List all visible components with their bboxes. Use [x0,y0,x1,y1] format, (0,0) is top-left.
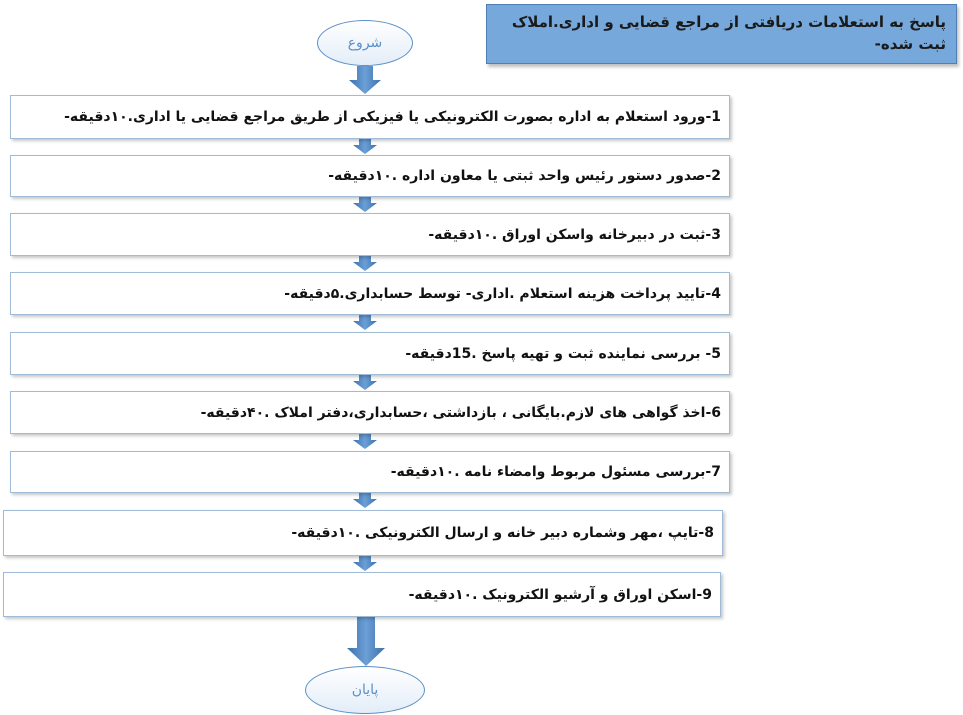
arrow-down-icon [353,197,377,212]
start-label: شروع [347,35,383,51]
step-box-9: 9-اسکن اوراق و آرشیو الکترونیک .۱۰دقیقه- [3,572,721,617]
start-terminal [317,20,413,66]
arrow-down-icon [349,66,381,94]
step-box-2: 2-صدور دستور رئیس واحد ثبتی یا معاون اداره .۱۰دقیقه- [10,155,730,197]
end-terminal [305,666,425,714]
step-box-3: 3-ثبت در دبیرخانه واسکن اوراق .۱۰دقیقه- [10,213,730,256]
diagram-title: پاسخ به استعلامات دریافتی از مراجع قضایی و اداری.املاک ثبت شده- [486,4,957,64]
arrow-down-icon [353,139,377,154]
end-label: پایان [351,682,379,698]
arrow-down-icon [353,315,377,330]
step-box-7: 7-بررسی مسئول مربوط وامضاء نامه .۱۰دقیقه- [10,451,730,493]
step-box-4: 4-تایید پرداخت هزینه استعلام .اداری- توسط حسابداری.۵دقیقه- [10,272,730,315]
arrow-down-icon [353,256,377,271]
step-box-8: 8-تایپ ،مهر وشماره دبیر خانه و ارسال الکترونیکی .۱۰دقیقه- [3,510,723,556]
arrow-down-icon [353,493,377,508]
step-box-5: 5- بررسی نماینده ثبت و تهیه پاسخ .15دقیقه- [10,332,730,375]
step-box-6: 6-اخذ گواهی های لازم.بایگانی ، بازداشتی ،حسابداری،دفتر املاک .۴۰دقیقه- [10,391,730,434]
arrow-down-icon [353,556,377,571]
step-box-1: 1-ورود استعلام به اداره بصورت الکترونیکی یا فیزیکی از طریق مراجع قضایی یا اداری.۱۰دقیقه- [10,95,730,139]
arrow-down-icon [353,434,377,449]
arrow-down-icon [347,617,385,666]
arrow-down-icon [353,375,377,390]
